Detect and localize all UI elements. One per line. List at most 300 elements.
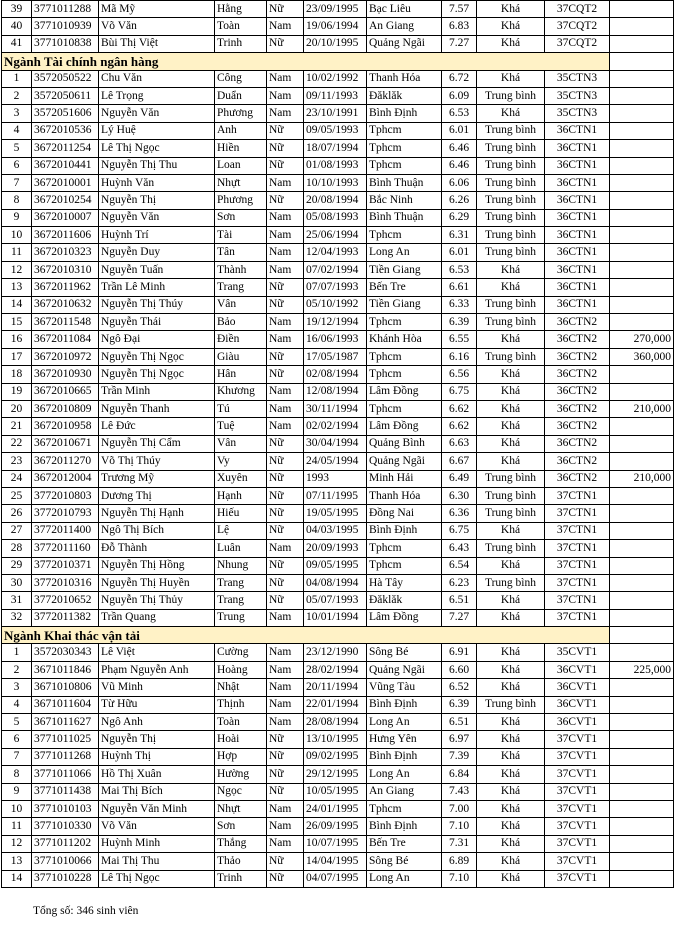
first-name: Vy [215, 453, 267, 470]
roster-body [2, 1, 674, 888]
row-number: 14 [2, 870, 32, 887]
last-name: Lê Việt [99, 644, 215, 661]
ranking: Khá [477, 661, 545, 678]
last-name: Nguyễn Thị Ngọc [99, 366, 215, 383]
table-row [2, 209, 674, 226]
gpa-score: 6.89 [442, 853, 477, 870]
birth-date: 09/02/1995 [304, 748, 367, 765]
student-id: 3672010665 [32, 383, 99, 400]
gender: Nữ [267, 1, 304, 18]
last-name: Ngô Thị Bích [99, 522, 215, 539]
last-name: Lê Trọng [99, 87, 215, 104]
row-number: 9 [2, 783, 32, 800]
last-name: Nguyễn Thị Hồng [99, 557, 215, 574]
ranking: Khá [477, 609, 545, 626]
student-id: 3671010806 [32, 679, 99, 696]
birth-date: 19/05/1995 [304, 505, 367, 522]
table-row [2, 157, 674, 174]
scholarship-amount [610, 70, 674, 87]
row-number: 19 [2, 383, 32, 400]
gender: Nữ [267, 296, 304, 313]
table-row [2, 644, 674, 661]
scholarship-amount [610, 557, 674, 574]
gpa-score: 6.51 [442, 714, 477, 731]
row-number: 23 [2, 453, 32, 470]
class-code: 37CVT1 [545, 783, 610, 800]
class-code: 36CTN1 [545, 140, 610, 157]
table-row [2, 140, 674, 157]
gpa-score: 7.57 [442, 1, 477, 18]
row-number: 21 [2, 418, 32, 435]
ranking: Khá [477, 383, 545, 400]
last-name: Nguyễn Thị [99, 731, 215, 748]
student-id: 3672010001 [32, 174, 99, 191]
scholarship-amount: 360,000 [610, 348, 674, 365]
hometown: Bình Định [367, 696, 442, 713]
gender: Nữ [267, 435, 304, 452]
last-name: Nguyễn Thị Cẩm [99, 435, 215, 452]
ranking: Trung bình [477, 174, 545, 191]
gender: Nam [267, 331, 304, 348]
first-name: Khương [215, 383, 267, 400]
birth-date: 04/03/1995 [304, 522, 367, 539]
gender: Nữ [267, 35, 304, 52]
ranking: Trung bình [477, 696, 545, 713]
first-name: Vân [215, 296, 267, 313]
hometown: Đồng Nai [367, 505, 442, 522]
gpa-score: 6.53 [442, 261, 477, 278]
table-row [2, 400, 674, 417]
scholarship-amount [610, 87, 674, 104]
hometown: Tphcm [367, 140, 442, 157]
scholarship-amount [610, 679, 674, 696]
gpa-score: 6.43 [442, 540, 477, 557]
class-code: 36CTN2 [545, 314, 610, 331]
ranking: Khá [477, 870, 545, 887]
class-code: 36CTN2 [545, 348, 610, 365]
row-number: 14 [2, 296, 32, 313]
student-id: 3672010323 [32, 244, 99, 261]
ranking: Khá [477, 435, 545, 452]
class-code: 37CTN1 [545, 574, 610, 591]
ranking: Trung bình [477, 192, 545, 209]
table-row [2, 70, 674, 87]
gender: Nam [267, 661, 304, 678]
gender: Nam [267, 609, 304, 626]
hometown: Quảng Ngãi [367, 35, 442, 52]
hometown: Khánh Hòa [367, 331, 442, 348]
ranking: Khá [477, 835, 545, 852]
student-id: 3672010632 [32, 296, 99, 313]
table-row [2, 800, 674, 817]
class-code: 36CTN2 [545, 435, 610, 452]
gender: Nam [267, 818, 304, 835]
class-code: 36CTN1 [545, 279, 610, 296]
last-name: Lê Thị Ngọc [99, 140, 215, 157]
class-code: 37CVT1 [545, 835, 610, 852]
gender: Nam [267, 383, 304, 400]
ranking: Trung bình [477, 244, 545, 261]
last-name: Huỳnh Minh [99, 835, 215, 852]
first-name: Điền [215, 331, 267, 348]
student-id: 3672010310 [32, 261, 99, 278]
first-name: Công [215, 70, 267, 87]
table-row [2, 696, 674, 713]
hometown: Thanh Hóa [367, 70, 442, 87]
gender: Nữ [267, 453, 304, 470]
section-header-row [2, 53, 674, 70]
gpa-score: 6.62 [442, 418, 477, 435]
row-number: 15 [2, 314, 32, 331]
hometown: Sông Bé [367, 853, 442, 870]
scholarship-amount [610, 783, 674, 800]
scholarship-amount [610, 244, 674, 261]
last-name: Hồ Thị Xuân [99, 766, 215, 783]
row-number: 5 [2, 140, 32, 157]
student-id: 3772010371 [32, 557, 99, 574]
hometown: Hưng Yên [367, 731, 442, 748]
ranking: Khá [477, 679, 545, 696]
birth-date: 30/04/1994 [304, 435, 367, 452]
table-row [2, 453, 674, 470]
gpa-score: 6.97 [442, 731, 477, 748]
gpa-score: 6.61 [442, 279, 477, 296]
gpa-score: 7.43 [442, 783, 477, 800]
class-code: 35CVT1 [545, 644, 610, 661]
gender: Nữ [267, 783, 304, 800]
birth-date: 25/06/1994 [304, 227, 367, 244]
class-code: 35CTN3 [545, 70, 610, 87]
student-id: 3672012004 [32, 470, 99, 487]
gender: Nam [267, 105, 304, 122]
row-number: 28 [2, 540, 32, 557]
first-name: Toàn [215, 18, 267, 35]
row-number: 16 [2, 331, 32, 348]
hometown: Tphcm [367, 227, 442, 244]
last-name: Vũ Minh [99, 679, 215, 696]
gender: Nữ [267, 366, 304, 383]
student-id: 3771011438 [32, 783, 99, 800]
table-row [2, 435, 674, 452]
student-id: 3771010939 [32, 18, 99, 35]
gpa-score: 6.67 [442, 453, 477, 470]
first-name: Trang [215, 279, 267, 296]
last-name: Nguyễn Thái [99, 314, 215, 331]
first-name: Nhựt [215, 174, 267, 191]
row-number: 2 [2, 87, 32, 104]
last-name: Lý Huệ [99, 122, 215, 139]
hometown: Hà Tây [367, 574, 442, 591]
ranking: Khá [477, 261, 545, 278]
ranking: Khá [477, 70, 545, 87]
gpa-score: 6.72 [442, 70, 477, 87]
gpa-score: 6.01 [442, 244, 477, 261]
last-name: Nguyễn Thanh [99, 400, 215, 417]
row-number: 9 [2, 209, 32, 226]
student-id: 3771010330 [32, 818, 99, 835]
student-id: 3672011270 [32, 453, 99, 470]
class-code: 37CTN1 [545, 592, 610, 609]
row-number: 4 [2, 122, 32, 139]
last-name: Nguyễn Thị Ngọc [99, 348, 215, 365]
gpa-score: 6.52 [442, 679, 477, 696]
birth-date: 07/07/1993 [304, 279, 367, 296]
hometown: An Giang [367, 18, 442, 35]
table-row [2, 366, 674, 383]
gender: Nam [267, 244, 304, 261]
birth-date: 04/07/1995 [304, 870, 367, 887]
first-name: Vân [215, 435, 267, 452]
gpa-score: 6.16 [442, 348, 477, 365]
class-code: 37CVT1 [545, 748, 610, 765]
student-id: 3672010958 [32, 418, 99, 435]
class-code: 37CTN1 [545, 487, 610, 504]
scholarship-amount [610, 227, 674, 244]
class-code: 36CVT1 [545, 679, 610, 696]
student-id: 3672011084 [32, 331, 99, 348]
gender: Nữ [267, 766, 304, 783]
hometown: Đăklăk [367, 592, 442, 609]
hometown: Tphcm [367, 800, 442, 817]
last-name: Mai Thị Bích [99, 783, 215, 800]
student-id: 3772010793 [32, 505, 99, 522]
gender: Nữ [267, 505, 304, 522]
class-code: 36CTN1 [545, 244, 610, 261]
table-row [2, 279, 674, 296]
first-name: Giàu [215, 348, 267, 365]
hometown: Đăklăk [367, 87, 442, 104]
scholarship-amount [610, 487, 674, 504]
gpa-score: 6.23 [442, 574, 477, 591]
table-row [2, 331, 674, 348]
class-code: 37CVT1 [545, 731, 610, 748]
student-id: 3772010803 [32, 487, 99, 504]
hometown: Tphcm [367, 557, 442, 574]
ranking: Khá [477, 453, 545, 470]
last-name: Nguyễn Thị Hạnh [99, 505, 215, 522]
ranking: Trung bình [477, 470, 545, 487]
scholarship-amount [610, 1, 674, 18]
table-row [2, 105, 674, 122]
student-id: 3572051606 [32, 105, 99, 122]
student-id: 3771010103 [32, 800, 99, 817]
ranking: Khá [477, 279, 545, 296]
ranking: Trung bình [477, 505, 545, 522]
hometown: Bình Định [367, 748, 442, 765]
class-code: 37CTN1 [545, 540, 610, 557]
gender: Nam [267, 835, 304, 852]
hometown: Quảng Ngãi [367, 453, 442, 470]
ranking: Khá [477, 853, 545, 870]
birth-date: 09/05/1993 [304, 122, 367, 139]
row-number: 25 [2, 487, 32, 504]
student-id: 3672010254 [32, 192, 99, 209]
ranking: Khá [477, 35, 545, 52]
last-name: Nguyễn Tuấn [99, 261, 215, 278]
birth-date: 20/09/1993 [304, 540, 367, 557]
first-name: Trung [215, 609, 267, 626]
last-name: Từ Hữu [99, 696, 215, 713]
student-id: 3672010441 [32, 157, 99, 174]
row-number: 7 [2, 174, 32, 191]
birth-date: 10/10/1993 [304, 174, 367, 191]
first-name: Luân [215, 540, 267, 557]
student-id: 3771011268 [32, 748, 99, 765]
gpa-score: 6.29 [442, 209, 477, 226]
last-name: Võ Văn [99, 818, 215, 835]
class-code: 37CQT2 [545, 18, 610, 35]
hometown: Bình Định [367, 522, 442, 539]
scholarship-amount [610, 157, 674, 174]
gpa-score: 7.27 [442, 609, 477, 626]
scholarship-amount [610, 835, 674, 852]
row-number: 3 [2, 105, 32, 122]
first-name: Thảo [215, 853, 267, 870]
gender: Nam [267, 209, 304, 226]
row-number: 22 [2, 435, 32, 452]
class-code: 36CVT1 [545, 714, 610, 731]
first-name: Thành [215, 261, 267, 278]
scholarship-amount [610, 714, 674, 731]
last-name: Nguyễn Duy [99, 244, 215, 261]
hometown: Bình Thuận [367, 174, 442, 191]
student-id: 3672011962 [32, 279, 99, 296]
gpa-score: 7.00 [442, 800, 477, 817]
class-code: 35CTN3 [545, 87, 610, 104]
last-name: Ngô Đại [99, 331, 215, 348]
class-code: 36CTN2 [545, 331, 610, 348]
student-id: 3672010536 [32, 122, 99, 139]
birth-date: 07/11/1995 [304, 487, 367, 504]
scholarship-amount [610, 174, 674, 191]
birth-date: 10/07/1995 [304, 835, 367, 852]
ranking: Khá [477, 400, 545, 417]
student-id: 3771010838 [32, 35, 99, 52]
scholarship-amount [610, 609, 674, 626]
birth-date: 26/09/1995 [304, 818, 367, 835]
hometown: Bắc Ninh [367, 192, 442, 209]
first-name: Nhật [215, 679, 267, 696]
last-name: Nguyễn Thị [99, 192, 215, 209]
ranking: Khá [477, 731, 545, 748]
hometown: An Giang [367, 783, 442, 800]
table-row [2, 731, 674, 748]
ranking: Khá [477, 331, 545, 348]
table-row [2, 470, 674, 487]
birth-date: 10/02/1992 [304, 70, 367, 87]
hometown: Tiền Giang [367, 261, 442, 278]
gpa-score: 6.53 [442, 105, 477, 122]
row-number: 20 [2, 400, 32, 417]
class-code: 36CVT1 [545, 696, 610, 713]
row-number: 12 [2, 835, 32, 852]
ranking: Trung bình [477, 157, 545, 174]
table-row [2, 574, 674, 591]
ranking: Khá [477, 522, 545, 539]
class-code: 37CVT1 [545, 800, 610, 817]
gender: Nữ [267, 574, 304, 591]
ranking: Trung bình [477, 227, 545, 244]
scholarship-amount: 210,000 [610, 400, 674, 417]
ranking: Khá [477, 557, 545, 574]
student-id: 3672011548 [32, 314, 99, 331]
ranking: Khá [477, 748, 545, 765]
birth-date: 12/08/1994 [304, 383, 367, 400]
hometown: Long An [367, 714, 442, 731]
birth-date: 30/11/1994 [304, 400, 367, 417]
birth-date: 09/11/1993 [304, 87, 367, 104]
table-row [2, 835, 674, 852]
gpa-score: 6.83 [442, 18, 477, 35]
last-name: Trần Lê Minh [99, 279, 215, 296]
class-code: 36CTN2 [545, 366, 610, 383]
table-row [2, 766, 674, 783]
class-code: 35CTN3 [545, 105, 610, 122]
first-name: Nhựt [215, 800, 267, 817]
first-name: Toàn [215, 714, 267, 731]
table-row [2, 679, 674, 696]
last-name: Phạm Nguyễn Anh [99, 661, 215, 678]
scholarship-amount [610, 592, 674, 609]
table-row [2, 296, 674, 313]
gender: Nữ [267, 192, 304, 209]
table-row [2, 227, 674, 244]
class-code: 36CTN2 [545, 470, 610, 487]
gender: Nam [267, 261, 304, 278]
table-row [2, 870, 674, 887]
gender: Nam [267, 679, 304, 696]
class-code: 37CTN1 [545, 522, 610, 539]
birth-date: 19/12/1994 [304, 314, 367, 331]
row-number: 13 [2, 279, 32, 296]
student-id: 3672010930 [32, 366, 99, 383]
hometown: Bến Tre [367, 835, 442, 852]
ranking: Trung bình [477, 314, 545, 331]
total-students: Tổng số: 346 sinh viên [33, 905, 139, 917]
scholarship-amount [610, 540, 674, 557]
class-code: 36CTN2 [545, 383, 610, 400]
row-number: 8 [2, 766, 32, 783]
gender: Nữ [267, 522, 304, 539]
gpa-score: 6.62 [442, 400, 477, 417]
class-code: 37CTN1 [545, 557, 610, 574]
birth-date: 02/02/1994 [304, 418, 367, 435]
birth-date: 1993 [304, 470, 367, 487]
gpa-score: 7.31 [442, 835, 477, 852]
birth-date: 24/01/1995 [304, 800, 367, 817]
scholarship-amount [610, 105, 674, 122]
hometown: Sông Bé [367, 644, 442, 661]
class-code: 36CTN1 [545, 227, 610, 244]
table-row [2, 487, 674, 504]
student-id: 3672010671 [32, 435, 99, 452]
first-name: Hoài [215, 731, 267, 748]
last-name: Lê Đức [99, 418, 215, 435]
hometown: Quảng Ngãi [367, 661, 442, 678]
ranking: Khá [477, 18, 545, 35]
row-number: 27 [2, 522, 32, 539]
last-name: Nguyễn Văn Minh [99, 800, 215, 817]
ranking: Khá [477, 644, 545, 661]
gender: Nam [267, 418, 304, 435]
last-name: Nguyễn Thị Thủy [99, 592, 215, 609]
gpa-score: 6.63 [442, 435, 477, 452]
table-row [2, 714, 674, 731]
student-id: 3672010007 [32, 209, 99, 226]
ranking: Khá [477, 818, 545, 835]
table-row [2, 661, 674, 678]
hometown: Tphcm [367, 540, 442, 557]
